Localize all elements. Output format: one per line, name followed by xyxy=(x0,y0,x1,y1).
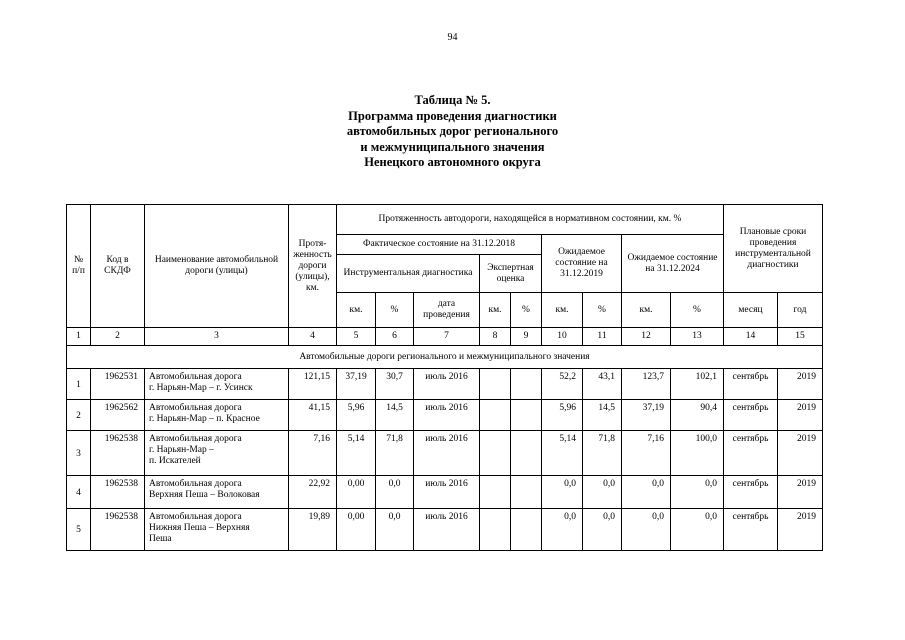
header-expected-2019: Ожидаемое состояние на 31.12.2019 xyxy=(542,235,622,293)
road-name-line: Автомобильная дорога xyxy=(149,403,242,413)
title-line: и межмуниципального значения xyxy=(360,139,545,154)
diagnostics-table xyxy=(66,204,823,551)
row-number: 2 xyxy=(67,400,91,431)
road-name-line: г. Нарьян-Мар – xyxy=(149,445,214,455)
expected-2024-km: 123,7 xyxy=(622,369,671,400)
expected-2019-pct: 71,8 xyxy=(583,431,622,476)
column-number: 4 xyxy=(289,328,337,346)
expected-2019-km: 5,14 xyxy=(542,431,583,476)
header-actual: Фактическое состояние на 31.12.2018 xyxy=(337,235,542,255)
expert-pct xyxy=(511,400,542,431)
road-name-line: Автомобильная дорога xyxy=(149,434,242,444)
road-name xyxy=(145,509,289,551)
planned-year: 2019 xyxy=(778,509,823,551)
expected-2019-km: 0,0 xyxy=(542,476,583,509)
actual-pct: 30,7 xyxy=(376,369,414,400)
expert-pct xyxy=(511,476,542,509)
header-pct: % xyxy=(511,293,542,328)
planned-year: 2019 xyxy=(778,400,823,431)
expected-2019-pct: 14,5 xyxy=(583,400,622,431)
header-pct: % xyxy=(376,293,414,328)
column-number: 15 xyxy=(778,328,823,346)
road-name-line: Автомобильная дорога xyxy=(149,372,242,382)
header-expected-2024: Ожидаемое состояние на 31.12.2024 xyxy=(622,235,724,293)
section-title: Автомобильные дороги регионального и межмуниципального значения xyxy=(67,346,823,369)
column-number-row xyxy=(67,328,823,346)
road-name-line: Нижняя Пеша – Верхняя xyxy=(149,523,250,533)
expected-2024-pct: 90,4 xyxy=(671,400,724,431)
title-line: автомобильных дорог регионального xyxy=(346,124,559,138)
expert-pct xyxy=(511,431,542,476)
expert-km xyxy=(480,476,511,509)
planned-year: 2019 xyxy=(778,369,823,400)
table-row xyxy=(67,509,823,551)
column-number: 7 xyxy=(414,328,480,346)
column-number: 10 xyxy=(542,328,583,346)
column-number: 11 xyxy=(583,328,622,346)
header-km: км. xyxy=(337,293,376,328)
diagnostic-date: июль 2016 xyxy=(414,400,480,431)
header-code: Код в СКДФ xyxy=(91,205,145,328)
header-instrumental: Инструментальная диагностика xyxy=(337,255,480,293)
expert-pct xyxy=(511,509,542,551)
column-number: 8 xyxy=(480,328,511,346)
actual-km: 0,00 xyxy=(337,509,376,551)
table-row xyxy=(67,400,823,431)
actual-pct: 14,5 xyxy=(376,400,414,431)
header-month: месяц xyxy=(724,293,778,328)
planned-month: сентябрь xyxy=(724,509,778,551)
road-name-line: Автомобильная дорога xyxy=(149,512,242,522)
header-num: № п/п xyxy=(67,205,91,328)
expected-2024-pct: 102,1 xyxy=(671,369,724,400)
expert-km xyxy=(480,369,511,400)
actual-km: 0,00 xyxy=(337,476,376,509)
expected-2024-km: 37,19 xyxy=(622,400,671,431)
road-code: 1962538 xyxy=(91,509,145,551)
table-row xyxy=(67,431,823,476)
row-number: 1 xyxy=(67,369,91,400)
expert-km xyxy=(480,431,511,476)
column-number: 5 xyxy=(337,328,376,346)
title-line: Программа проведения диагностики xyxy=(348,108,557,123)
planned-year: 2019 xyxy=(778,476,823,509)
planned-month: сентябрь xyxy=(724,431,778,476)
diagnostic-date: июль 2016 xyxy=(414,431,480,476)
expert-km xyxy=(480,400,511,431)
column-number: 2 xyxy=(91,328,145,346)
road-name xyxy=(145,369,289,400)
expected-2024-pct: 0,0 xyxy=(671,509,724,551)
expert-km xyxy=(480,509,511,551)
expected-2019-km: 0,0 xyxy=(542,509,583,551)
road-name-line: п. Искателей xyxy=(149,456,201,466)
diagnostic-date: июль 2016 xyxy=(414,509,480,551)
page-number: 94 xyxy=(447,32,458,43)
diagnostic-date: июль 2016 xyxy=(414,476,480,509)
column-number: 6 xyxy=(376,328,414,346)
header-pct: % xyxy=(583,293,622,328)
actual-km: 5,96 xyxy=(337,400,376,431)
actual-km: 37,19 xyxy=(337,369,376,400)
table-row xyxy=(67,369,823,400)
header-expert: Экспертная оценка xyxy=(480,255,542,293)
expected-2024-km: 0,0 xyxy=(622,509,671,551)
title-line: Таблица № 5. xyxy=(414,93,491,107)
header-planned: Плановые сроки проведения инструментальной диагностики xyxy=(724,205,823,293)
column-number: 3 xyxy=(145,328,289,346)
road-code: 1962562 xyxy=(91,400,145,431)
road-length: 7,16 xyxy=(289,431,337,476)
planned-month: сентябрь xyxy=(724,369,778,400)
road-name-line: г. Нарьян-Мар – г. Усинск xyxy=(149,383,253,393)
diagnostic-date: июль 2016 xyxy=(414,369,480,400)
header-length: Протя-женность дороги (улицы), км. xyxy=(289,205,337,328)
column-number: 9 xyxy=(511,328,542,346)
column-number: 13 xyxy=(671,328,724,346)
expected-2024-pct: 100,0 xyxy=(671,431,724,476)
expected-2024-km: 0,0 xyxy=(622,476,671,509)
column-number: 1 xyxy=(67,328,91,346)
title-line: Ненецкого автономного округа xyxy=(364,155,541,169)
column-number: 14 xyxy=(724,328,778,346)
header-normative: Протяженность автодороги, находящейся в нормативном состоянии, км. % xyxy=(337,205,724,235)
expected-2019-km: 5,96 xyxy=(542,400,583,431)
header-km: км. xyxy=(480,293,511,328)
header-name: Наименование автомобильной дороги (улицы) xyxy=(145,205,289,328)
planned-month: сентябрь xyxy=(724,476,778,509)
road-length: 19,89 xyxy=(289,509,337,551)
road-name-line: Верхняя Пеша – Волоковая xyxy=(149,490,260,500)
expected-2024-pct: 0,0 xyxy=(671,476,724,509)
road-name xyxy=(145,431,289,476)
table-title xyxy=(0,93,905,171)
header-date: дата проведения xyxy=(414,293,480,328)
road-name-line: Пеша xyxy=(149,534,172,544)
road-name xyxy=(145,400,289,431)
expected-2019-pct: 0,0 xyxy=(583,509,622,551)
expected-2019-pct: 43,1 xyxy=(583,369,622,400)
expert-pct xyxy=(511,369,542,400)
road-name xyxy=(145,476,289,509)
header-km: км. xyxy=(622,293,671,328)
planned-month: сентябрь xyxy=(724,400,778,431)
actual-pct: 0,0 xyxy=(376,476,414,509)
road-name-line: г. Нарьян-Мар – п. Красное xyxy=(149,414,260,424)
row-number: 5 xyxy=(67,509,91,551)
road-length: 22,92 xyxy=(289,476,337,509)
road-code: 1962538 xyxy=(91,431,145,476)
column-number: 12 xyxy=(622,328,671,346)
planned-year: 2019 xyxy=(778,431,823,476)
road-name-line: Автомобильная дорога xyxy=(149,479,242,489)
row-number: 3 xyxy=(67,431,91,476)
road-code: 1962538 xyxy=(91,476,145,509)
header-km: км. xyxy=(542,293,583,328)
expected-2019-km: 52,2 xyxy=(542,369,583,400)
road-length: 41,15 xyxy=(289,400,337,431)
actual-pct: 71,8 xyxy=(376,431,414,476)
road-length: 121,15 xyxy=(289,369,337,400)
header-pct: % xyxy=(671,293,724,328)
actual-pct: 0,0 xyxy=(376,509,414,551)
expected-2024-km: 7,16 xyxy=(622,431,671,476)
actual-km: 5,14 xyxy=(337,431,376,476)
road-code: 1962531 xyxy=(91,369,145,400)
row-number: 4 xyxy=(67,476,91,509)
table-row xyxy=(67,476,823,509)
expected-2019-pct: 0,0 xyxy=(583,476,622,509)
header-year: год xyxy=(778,293,823,328)
